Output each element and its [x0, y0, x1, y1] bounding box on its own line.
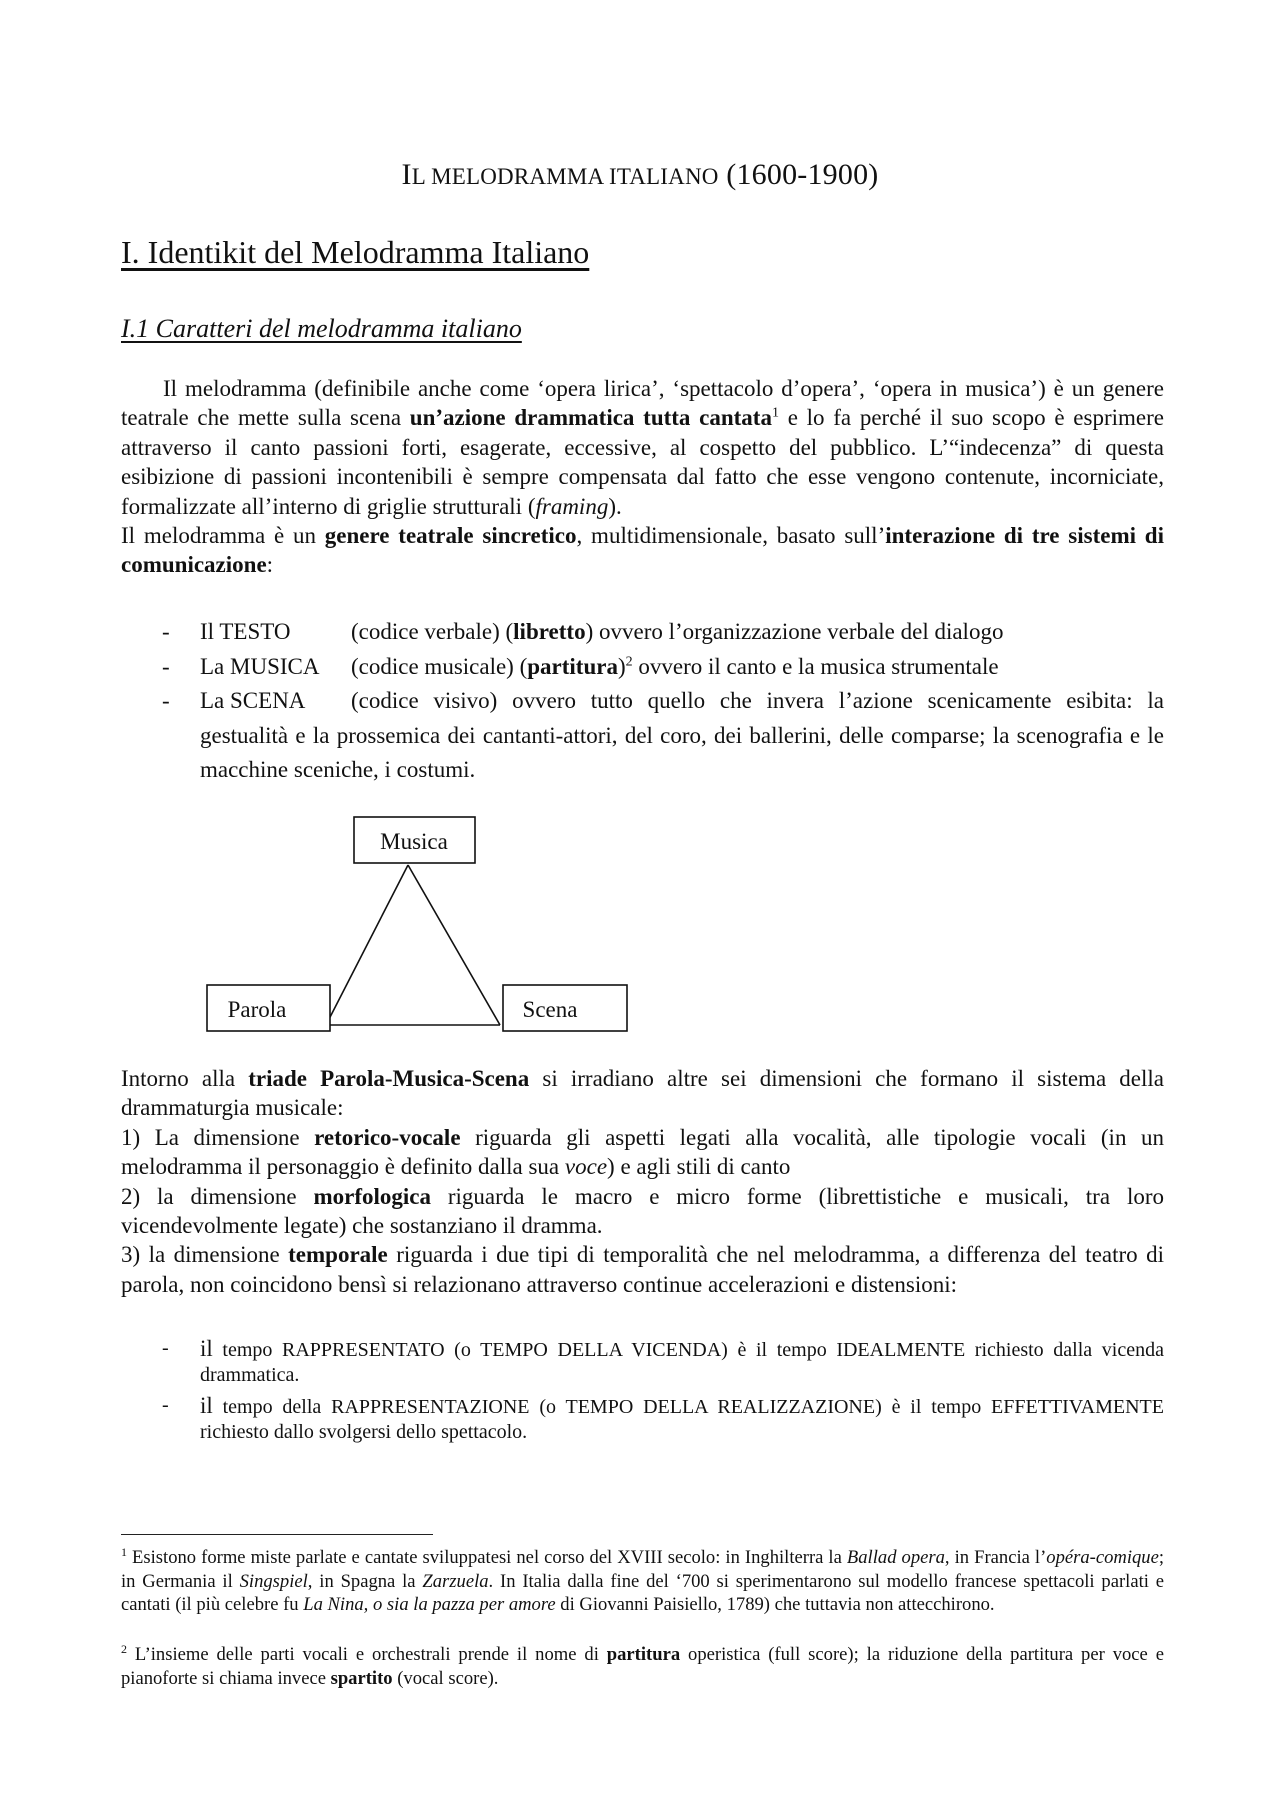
triangle-lines: [326, 865, 500, 1025]
times-list: [121, 1336, 1164, 1450]
node-parola: [207, 985, 330, 1031]
footnote-2: $^2$ L’insieme delle parti vocali e orchestrali prende il nome di partitura operistica (full score); la riduzione della partitura per voce e pianoforte si chiama invece spartito (vocal score).: [121, 1641, 1164, 1689]
node-scena: [503, 985, 627, 1031]
list-item: - il tempo della RAPPRESENTAZIONE (o TEMPO DELLA REALIZZAZIONE) è il tempo EFFETTIVAMENTE richiesto dallo svolgersi dello spettacolo.: [162, 1393, 1164, 1443]
triad-diagram: [200, 815, 640, 1040]
svg-text:Scena: Scena: [522, 997, 578, 1022]
list-item: - La MUSICA (codice musicale) (partitura)$^2$ ovvero il canto e la musica strumentale: [162, 653, 999, 679]
section-heading: I. Identikit del Melodramma Italiano: [121, 234, 590, 270]
footnote-ref-2: 2: [625, 653, 633, 669]
edge-musica-parola: [326, 865, 408, 1025]
systems-list: [121, 615, 1164, 788]
footnote-1: $^1$ Esistono forme miste parlate e cantate sviluppatesi nel corso del XVIII secolo: in Inghilterra la Ballad opera, in Francia l’opéra-comique; in Germania il Singspiel, in Spagna la Zarzuela. In Italia dalla fine del ‘700 si sperimentarono sul modello francese spettacoli parlati e cantati (il più celebre fu La Nina, o sia la pazza per amore di Giovanni Paisiello, 1789) che tuttavia non attecchirono.: [121, 1544, 1165, 1615]
intro-paragraph: Il melodramma (definibile anche come ‘opera lirica’, ‘spettacolo d’opera’, ‘opera in musica’) è un genere teatrale che mette sulla scena un’azione drammatica tutta cantata$^1$ e lo fa perché il suo scopo è esprimere attraverso il canto passioni forti, esagerate, eccessive, al cospetto del pubblico. L’“indecenza” di questa esibizione di passioni incontenibili è sempre compensata dal fatto che esse vengono contenute, incorniciate, formalizzate all’interno di griglie strutturali (framing). Il melodramma è un genere teatrale sincretico, multidimensionale, basato sull’interazione di tre sistemi di comunicazione:: [121, 376, 1164, 578]
svg-text:Musica: Musica: [380, 829, 448, 854]
footnote-divider: [121, 1534, 433, 1535]
footnote-ref-1: 1: [771, 405, 779, 421]
triad-paragraph: Intorno alla triade Parola-Musica-Scena si irradiano altre sei dimensioni che formano il sistema della drammaturgia musicale: 1) La dimensione retorico-vocale riguarda gli aspetti legati alla vocalità, alle tipologie vocali (in un melodramma il personaggio è definito dalla sua voce) e agli stili di canto 2) la dimensione morfologica riguarda le macro e micro forme (librettistiche e musicali, tra loro vicendevolmente legate) che sostanziano il dramma. 3) la dimensione temporale riguarda i due tipi di temporalità che nel melodramma, a differenza del teatro di parola, non coincidono bensì si relazionano attraverso continue accelerazioni e distensioni:: [121, 1066, 1165, 1297]
subsection-heading: I.1 Caratteri del melodramma italiano: [121, 314, 522, 343]
list-item: - Il TESTO (codice verbale) (libretto) ovvero l’organizzazione verbale del dialogo: [162, 619, 1004, 644]
page-title: IL MELODRAMMA ITALIANO (1600-1900): [401, 158, 879, 191]
list-item: - il tempo RAPPRESENTATO (o TEMPO DELLA VICENDA) è il tempo IDEALMENTE richiesto dalla vicenda drammatica.: [162, 1336, 1164, 1386]
node-musica: [354, 817, 475, 863]
svg-text:Parola: Parola: [227, 997, 287, 1022]
list-item: - La SCENA (codice visivo) ovvero tutto quello che invera l’azione scenicamente esibita: la gestualità e la prossemica dei cantanti-attori, del coro, dei ballerini, delle comparse; la scenografia e le macchine sceniche, i costumi.: [162, 688, 1164, 782]
edge-musica-scena: [408, 865, 500, 1025]
